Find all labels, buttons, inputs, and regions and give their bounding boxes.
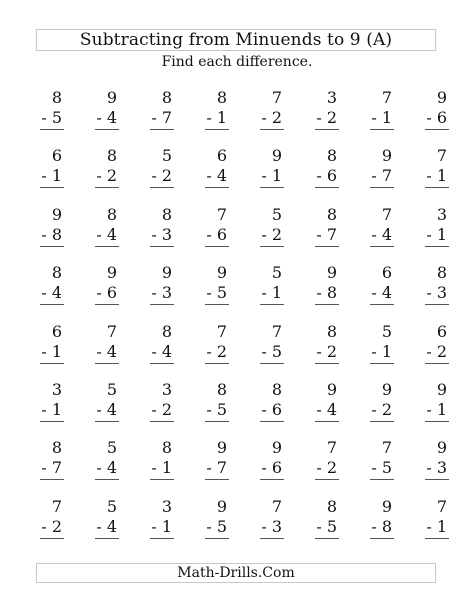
subtraction-problem [238, 146, 293, 204]
subtraction-problem [348, 497, 403, 555]
subtraction-problem [403, 146, 458, 204]
minuend: 8 [216, 379, 227, 399]
minuend: 8 [436, 263, 447, 283]
subtraction-problem [128, 380, 183, 438]
subtraction-problem [183, 88, 238, 146]
subtraction-problem [18, 146, 73, 204]
minuend: 7 [51, 496, 62, 516]
answer-line [260, 304, 284, 305]
subtrahend: - 5 [206, 516, 227, 536]
subtrahend: - 7 [371, 166, 392, 186]
minuend: 9 [216, 496, 227, 516]
subtraction-problem [293, 380, 348, 438]
minuend: 8 [161, 438, 172, 458]
subtrahend: - 2 [261, 108, 282, 127]
answer-line [370, 421, 394, 422]
answer-line [40, 363, 64, 364]
subtrahend: - 2 [151, 166, 172, 186]
minuend: 7 [326, 438, 337, 458]
subtrahend: - 1 [41, 166, 62, 186]
minuend: 7 [436, 496, 447, 516]
minuend: 7 [381, 88, 392, 107]
subtraction-problem [18, 205, 73, 263]
minuend: 8 [51, 263, 62, 283]
minuend: 3 [161, 496, 172, 516]
answer-line [370, 187, 394, 188]
minuend: 9 [436, 438, 447, 458]
subtrahend: - 5 [41, 108, 62, 127]
minuend: 8 [161, 88, 172, 107]
subtrahend: - 5 [206, 399, 227, 419]
subtrahend: - 1 [151, 516, 172, 536]
subtraction-problem [403, 205, 458, 263]
subtraction-problem [238, 88, 293, 146]
subtraction-problem [238, 263, 293, 321]
answer-line [370, 363, 394, 364]
answer-line [40, 421, 64, 422]
subtraction-problem [128, 88, 183, 146]
subtrahend: - 7 [151, 108, 172, 127]
subtraction-problem [293, 263, 348, 321]
minuend: 8 [106, 204, 117, 224]
minuend: 9 [271, 146, 282, 166]
subtraction-problem [293, 438, 348, 496]
subtraction-problem [73, 146, 128, 204]
answer-line [260, 129, 284, 130]
answer-line [150, 246, 174, 247]
subtrahend: - 2 [261, 224, 282, 244]
minuend: 8 [326, 204, 337, 224]
subtrahend: - 1 [151, 458, 172, 478]
subtrahend: - 2 [151, 399, 172, 419]
subtraction-problem [73, 322, 128, 380]
answer-line [425, 246, 449, 247]
subtrahend: - 2 [316, 108, 337, 127]
answer-line [95, 421, 119, 422]
answer-line [205, 304, 229, 305]
instructions: Find each difference. [161, 54, 313, 70]
answer-line [260, 246, 284, 247]
answer-line [40, 304, 64, 305]
subtraction-problem [183, 263, 238, 321]
answer-line [205, 538, 229, 539]
problem-grid [18, 88, 458, 555]
answer-line [40, 246, 64, 247]
subtrahend: - 2 [96, 166, 117, 186]
answer-line [205, 363, 229, 364]
subtraction-problem [73, 88, 128, 146]
minuend: 6 [436, 321, 447, 341]
answer-line [260, 187, 284, 188]
subtrahend: - 4 [96, 341, 117, 361]
answer-line [315, 304, 339, 305]
subtraction-problem [403, 88, 458, 146]
answer-line [95, 187, 119, 188]
subtraction-problem [403, 497, 458, 555]
minuend: 6 [51, 146, 62, 166]
minuend: 3 [161, 379, 172, 399]
minuend: 3 [51, 379, 62, 399]
subtrahend: - 8 [371, 516, 392, 536]
subtrahend: - 4 [96, 516, 117, 536]
answer-line [370, 479, 394, 480]
subtrahend: - 2 [206, 341, 227, 361]
minuend: 8 [161, 204, 172, 224]
footer-text: Math-Drills.Com [177, 565, 295, 581]
minuend: 9 [216, 263, 227, 283]
answer-line [315, 246, 339, 247]
subtraction-problem [128, 322, 183, 380]
minuend: 7 [271, 88, 282, 107]
answer-line [40, 479, 64, 480]
answer-line [425, 187, 449, 188]
minuend: 9 [381, 379, 392, 399]
answer-line [150, 421, 174, 422]
minuend: 9 [326, 379, 337, 399]
footer-box [36, 563, 436, 583]
subtraction-problem [18, 263, 73, 321]
subtraction-problem [348, 380, 403, 438]
subtrahend: - 1 [426, 166, 447, 186]
subtraction-problem [73, 380, 128, 438]
subtraction-problem [18, 322, 73, 380]
answer-line [95, 479, 119, 480]
subtrahend: - 6 [426, 108, 447, 127]
subtrahend: - 6 [261, 399, 282, 419]
subtraction-problem [183, 497, 238, 555]
minuend: 7 [216, 321, 227, 341]
subtrahend: - 8 [316, 283, 337, 303]
answer-line [205, 246, 229, 247]
subtrahend: - 4 [206, 166, 227, 186]
subtrahend: - 3 [261, 516, 282, 536]
answer-line [205, 421, 229, 422]
subtrahend: - 6 [96, 283, 117, 303]
subtraction-problem [403, 438, 458, 496]
subtrahend: - 5 [316, 516, 337, 536]
answer-line [260, 363, 284, 364]
subtrahend: - 4 [316, 399, 337, 419]
minuend: 7 [216, 204, 227, 224]
answer-line [40, 538, 64, 539]
answer-line [260, 479, 284, 480]
minuend: 8 [51, 438, 62, 458]
answer-line [425, 421, 449, 422]
subtrahend: - 1 [371, 108, 392, 127]
subtrahend: - 6 [206, 224, 227, 244]
subtrahend: - 3 [426, 458, 447, 478]
subtrahend: - 4 [96, 224, 117, 244]
subtrahend: - 4 [151, 341, 172, 361]
subtrahend: - 7 [41, 458, 62, 478]
answer-line [370, 304, 394, 305]
answer-line [315, 129, 339, 130]
answer-line [315, 538, 339, 539]
minuend: 7 [436, 146, 447, 166]
subtrahend: - 4 [41, 283, 62, 303]
minuend: 8 [326, 321, 337, 341]
subtraction-problem [128, 205, 183, 263]
minuend: 6 [216, 146, 227, 166]
minuend: 9 [436, 379, 447, 399]
answer-line [150, 129, 174, 130]
subtrahend: - 2 [316, 341, 337, 361]
subtrahend: - 2 [316, 458, 337, 478]
subtrahend: - 1 [426, 516, 447, 536]
subtrahend: - 1 [371, 341, 392, 361]
subtraction-problem [293, 146, 348, 204]
answer-line [150, 479, 174, 480]
answer-line [205, 479, 229, 480]
minuend: 5 [381, 321, 392, 341]
minuend: 7 [381, 438, 392, 458]
minuend: 9 [51, 204, 62, 224]
minuend: 9 [106, 263, 117, 283]
minuend: 8 [326, 496, 337, 516]
subtraction-problem [403, 380, 458, 438]
answer-line [150, 187, 174, 188]
subtrahend: - 3 [426, 283, 447, 303]
answer-line [425, 129, 449, 130]
answer-line [370, 129, 394, 130]
answer-line [40, 187, 64, 188]
subtraction-problem [238, 380, 293, 438]
minuend: 5 [271, 204, 282, 224]
title-box [36, 29, 436, 51]
subtraction-problem [293, 497, 348, 555]
answer-line [260, 421, 284, 422]
subtrahend: - 1 [426, 399, 447, 419]
subtraction-problem [128, 146, 183, 204]
minuend: 3 [436, 204, 447, 224]
minuend: 9 [161, 263, 172, 283]
subtraction-problem [18, 438, 73, 496]
answer-line [150, 363, 174, 364]
subtrahend: - 1 [206, 108, 227, 127]
minuend: 9 [381, 146, 392, 166]
minuend: 9 [106, 88, 117, 107]
subtraction-problem [293, 88, 348, 146]
subtraction-problem [238, 438, 293, 496]
minuend: 5 [271, 263, 282, 283]
subtraction-problem [183, 380, 238, 438]
answer-line [370, 246, 394, 247]
minuend: 8 [51, 88, 62, 107]
subtraction-problem [183, 205, 238, 263]
subtrahend: - 1 [41, 341, 62, 361]
answer-line [370, 538, 394, 539]
answer-line [40, 129, 64, 130]
minuend: 8 [271, 379, 282, 399]
minuend: 8 [326, 146, 337, 166]
subtraction-problem [73, 205, 128, 263]
answer-line [315, 479, 339, 480]
minuend: 7 [271, 496, 282, 516]
minuend: 9 [216, 438, 227, 458]
subtraction-problem [293, 322, 348, 380]
subtrahend: - 3 [151, 224, 172, 244]
answer-line [425, 479, 449, 480]
answer-line [425, 304, 449, 305]
minuend: 7 [106, 321, 117, 341]
subtraction-problem [403, 263, 458, 321]
subtraction-problem [18, 497, 73, 555]
minuend: 3 [326, 88, 337, 107]
subtrahend: - 5 [206, 283, 227, 303]
minuend: 9 [381, 496, 392, 516]
subtrahend: - 5 [371, 458, 392, 478]
subtrahend: - 2 [426, 341, 447, 361]
answer-line [315, 187, 339, 188]
answer-line [95, 363, 119, 364]
answer-line [205, 187, 229, 188]
minuend: 5 [106, 379, 117, 399]
answer-line [315, 421, 339, 422]
answer-line [425, 363, 449, 364]
subtrahend: - 4 [96, 399, 117, 419]
subtrahend: - 3 [151, 283, 172, 303]
subtraction-problem [18, 88, 73, 146]
answer-line [95, 129, 119, 130]
answer-line [205, 129, 229, 130]
minuend: 5 [106, 496, 117, 516]
answer-line [95, 304, 119, 305]
subtrahend: - 1 [261, 166, 282, 186]
subtrahend: - 2 [371, 399, 392, 419]
subtraction-problem [348, 263, 403, 321]
minuend: 8 [106, 146, 117, 166]
minuend: 8 [216, 88, 227, 107]
subtraction-problem [128, 263, 183, 321]
subtrahend: - 4 [371, 283, 392, 303]
subtrahend: - 6 [261, 458, 282, 478]
minuend: 9 [271, 438, 282, 458]
answer-line [260, 538, 284, 539]
answer-line [315, 363, 339, 364]
subtrahend: - 7 [316, 224, 337, 244]
minuend: 7 [381, 204, 392, 224]
subtrahend: - 4 [96, 108, 117, 127]
minuend: 7 [271, 321, 282, 341]
minuend: 8 [161, 321, 172, 341]
answer-line [425, 538, 449, 539]
subtraction-problem [348, 88, 403, 146]
minuend: 6 [51, 321, 62, 341]
subtrahend: - 1 [41, 399, 62, 419]
subtraction-problem [73, 263, 128, 321]
subtraction-problem [293, 205, 348, 263]
subtrahend: - 7 [206, 458, 227, 478]
subtraction-problem [238, 322, 293, 380]
minuend: 5 [106, 438, 117, 458]
answer-line [150, 304, 174, 305]
subtraction-problem [348, 146, 403, 204]
subtrahend: - 1 [261, 283, 282, 303]
minuend: 9 [326, 263, 337, 283]
answer-line [150, 538, 174, 539]
subtraction-problem [128, 497, 183, 555]
answer-line [95, 538, 119, 539]
subtrahend: - 1 [426, 224, 447, 244]
subtraction-problem [348, 322, 403, 380]
subtraction-problem [18, 380, 73, 438]
minuend: 5 [161, 146, 172, 166]
subtraction-problem [128, 438, 183, 496]
subtrahend: - 2 [41, 516, 62, 536]
worksheet-title: Subtracting from Minuends to 9 (A) [79, 29, 393, 50]
subtrahend: - 6 [316, 166, 337, 186]
subtraction-problem [183, 438, 238, 496]
answer-line [95, 246, 119, 247]
subtraction-problem [238, 205, 293, 263]
minuend: 6 [381, 263, 392, 283]
subtrahend: - 4 [96, 458, 117, 478]
subtraction-problem [348, 205, 403, 263]
subtraction-problem [403, 322, 458, 380]
subtraction-problem [348, 438, 403, 496]
minuend: 9 [436, 88, 447, 107]
subtraction-problem [73, 438, 128, 496]
subtrahend: - 5 [261, 341, 282, 361]
subtraction-problem [238, 497, 293, 555]
subtrahend: - 8 [41, 224, 62, 244]
subtraction-problem [183, 322, 238, 380]
subtraction-problem [183, 146, 238, 204]
subtraction-problem [73, 497, 128, 555]
subtrahend: - 4 [371, 224, 392, 244]
